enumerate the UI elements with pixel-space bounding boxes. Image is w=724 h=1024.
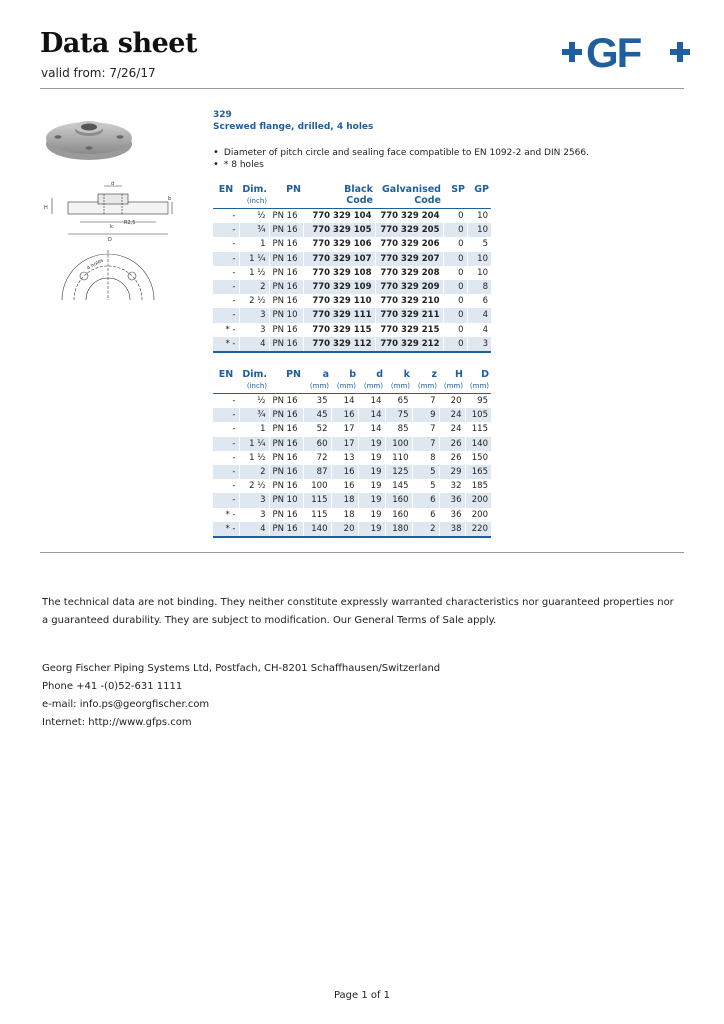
table-cell: 0 [443,323,467,337]
table-cell: PN 16 [269,465,303,479]
table-cell: 17 [331,437,358,451]
table-cell: 26 [439,437,465,451]
label-b: b [168,196,172,202]
table-cell: 65 [385,394,412,409]
table-cell: 45 [303,408,331,422]
col-header: PN [286,369,301,380]
table-row [213,479,491,493]
table-cell: 770 329 110 [303,294,375,308]
table-cell: 770 329 215 [375,323,443,337]
contact-block [42,660,440,732]
table-row [213,237,491,251]
table-cell: PN 16 [269,280,303,294]
table-cell: 8 [412,451,439,465]
col-header-black-code: Code [303,196,375,209]
table-cell: 770 329 205 [375,223,443,237]
table-cell: 100 [303,479,331,493]
table-row [213,337,491,352]
table-row [213,294,491,308]
table-cell: 2 ½ [239,479,269,493]
flange-section-drawing [40,180,175,242]
col-header: EN [218,369,234,380]
table-cell: 770 329 211 [375,308,443,322]
table-cell: * - [213,522,239,537]
col-unit: (mm) [412,381,439,394]
table-cell: 105 [465,408,491,422]
flange-photo [44,110,134,166]
table-cell: 200 [465,508,491,522]
table-cell: 14 [358,394,385,409]
table-cell: 3 [239,493,269,507]
table-cell: 52 [303,422,331,436]
table-cell: ¾ [239,408,269,422]
table-cell: * - [225,509,236,520]
table-cell: - [232,424,236,435]
table-cell: 20 [439,394,465,409]
col-header: z [431,369,437,380]
table-cell: 0 [443,280,467,294]
table-row [213,323,491,337]
col-header-sp: SP [451,184,465,195]
table-cell: 10 [467,252,491,266]
table-cell: PN 10 [269,493,303,507]
header-divider [40,88,684,89]
table-cell: - [232,267,236,278]
table-cell: 26 [439,451,465,465]
product-notes [213,147,589,171]
table-cell: 185 [465,479,491,493]
table-row [213,252,491,266]
table-cell: 36 [439,493,465,507]
table-cell: 19 [358,508,385,522]
table-cell: 100 [385,437,412,451]
table-cell: 2 [412,522,439,537]
table-cell: 14 [331,394,358,409]
table-cell: 19 [358,493,385,507]
table-cell: 5 [467,237,491,251]
note-item: • Diameter of pitch circle and sealing face compatible to EN 1092-2 and DIN 2566. [213,147,589,159]
col-header-black: Black [344,184,373,195]
col-header-pn: PN [286,184,301,195]
table-cell: PN 16 [269,522,303,537]
table-cell: 1 ¼ [239,252,269,266]
table-row [213,451,491,465]
table-cell: 7 [412,394,439,409]
col-unit: (mm) [303,381,331,394]
table-cell: 4 [239,337,269,352]
col-header: k [403,369,410,380]
table-cell: 770 329 109 [303,280,375,294]
table-cell: 1 ¼ [239,437,269,451]
product-name: Screwed flange, drilled, 4 holes [213,122,374,132]
table-cell: 2 [239,465,269,479]
col-header: H [455,369,463,380]
product-number: 329 [213,110,232,120]
table-cell: 7 [412,422,439,436]
table-row [213,394,491,409]
table-row [213,223,491,237]
table-cell: 16 [331,465,358,479]
table-cell: 160 [385,493,412,507]
svg-text:GF: GF [586,30,641,74]
table-cell: - [213,223,239,237]
table-cell: 10 [467,266,491,280]
table-cell: 16 [331,479,358,493]
table-cell: 72 [303,451,331,465]
content-divider [40,552,684,553]
table-cell: 19 [358,479,385,493]
table-cell: 220 [465,522,491,537]
table-cell: 3 [239,308,269,322]
col-unit: (mm) [385,381,412,394]
valid-from-date: valid from: 7/26/17 [41,66,156,80]
col-unit [213,381,239,394]
table-cell: 4 [467,323,491,337]
table-cell: 0 [443,252,467,266]
table-cell: 16 [331,408,358,422]
table-cell: - [213,437,239,451]
table-cell: 770 329 115 [303,323,375,337]
col-unit [269,381,303,394]
phone-number: Phone +41 -(0)52-631 1111 [42,681,183,692]
label-h: H [44,205,48,211]
email-link[interactable]: e-mail: info.ps@georgfischer.com [42,699,210,710]
table-row [213,209,491,224]
table-cell: PN 16 [269,266,303,280]
table-cell: PN 16 [269,451,303,465]
label-d: d [111,181,115,187]
table-cell: PN 16 [269,294,303,308]
table-cell: 6 [412,493,439,507]
table-cell: 0 [443,308,467,322]
disclaimer-text: The technical data are not binding. They neither constitute expressly warranted characteristics nor guaranteed properties nor a guaranteed durability. They are subject to modification. Our General Terms of Sale apply. [42,597,674,626]
table-cell: PN 16 [269,337,303,352]
table-cell: 2 [239,280,269,294]
col-header: b [349,369,356,380]
table-row [213,522,491,537]
table-cell: 13 [331,451,358,465]
page-title: Data sheet [40,28,197,59]
label-holes: 4 holes [86,257,105,272]
col-unit: (mm) [331,381,358,394]
table-cell: 770 329 105 [303,223,375,237]
table-cell: 3 [467,337,491,352]
website-link[interactable]: Internet: http://www.gfps.com [42,717,192,728]
table-cell: 3 [239,323,269,337]
table-cell: 4 [239,522,269,537]
table-cell: - [232,396,236,407]
table-cell: 770 329 111 [303,308,375,322]
table-cell: 29 [439,465,465,479]
table-cell: - [213,408,239,422]
table-cell: 770 329 112 [303,337,375,352]
table-cell: 115 [303,508,331,522]
col-header-galvanised-code: Code [375,196,443,209]
table-cell: 2 ½ [239,294,269,308]
flange-top-view-drawing [58,250,158,300]
table-cell: 770 329 104 [303,209,375,224]
table-cell: 6 [467,294,491,308]
table-cell: 115 [465,422,491,436]
table-cell: 9 [412,408,439,422]
table-cell: 770 329 107 [303,252,375,266]
table-cell: 87 [303,465,331,479]
col-unit: (inch) [239,381,269,394]
table-cell: 125 [385,465,412,479]
table-cell: PN 10 [269,308,303,322]
table-cell: 0 [443,237,467,251]
table-cell: 110 [385,451,412,465]
table-cell: - [213,280,239,294]
table-cell: 770 329 207 [375,252,443,266]
table-cell: PN 16 [269,209,303,224]
table-cell: PN 16 [269,408,303,422]
table-cell: 60 [303,437,331,451]
table-cell: 0 [443,294,467,308]
gf-logo [562,30,690,74]
table-cell: 180 [385,522,412,537]
table-cell: - [232,481,236,492]
table-row [213,266,491,280]
table-row [213,437,491,451]
table-cell: 770 329 209 [375,280,443,294]
table-cell: PN 16 [269,237,303,251]
table-cell: ½ [239,394,269,409]
table-cell: 36 [439,508,465,522]
table-cell: 770 329 206 [375,237,443,251]
table-cell: 32 [439,479,465,493]
table-cell: - [213,252,239,266]
table-cell: 14 [358,422,385,436]
table-cell: - [213,308,239,322]
label-big-d: D [108,237,112,242]
table-cell: ¾ [239,223,269,237]
table-cell: 145 [385,479,412,493]
table-cell: 8 [467,280,491,294]
col-header: a [322,369,329,380]
table-cell: PN 16 [269,479,303,493]
table-row [213,308,491,322]
table-cell: - [232,211,236,222]
table-cell: 165 [465,465,491,479]
table-cell: 10 [467,209,491,224]
table-cell: - [232,452,236,463]
table-cell: 1 [239,422,269,436]
table-cell: PN 16 [269,437,303,451]
table-cell: 770 329 204 [375,209,443,224]
company-address: Georg Fischer Piping Systems Ltd, Postfach, CH-8201 Schaffhausen/Switzerland [42,663,441,674]
table-cell: 160 [385,508,412,522]
table-cell: 14 [358,408,385,422]
table-cell: 5 [412,479,439,493]
table-cell: 19 [358,437,385,451]
table-cell: 3 [239,508,269,522]
table-cell: 75 [385,408,412,422]
table-cell: 19 [358,465,385,479]
table-row [213,408,491,422]
table-cell: 770 329 208 [375,266,443,280]
table-cell: 115 [303,493,331,507]
table-cell: 18 [331,508,358,522]
col-header-galvanised: Galvanised [382,184,441,195]
table-cell: - [232,239,236,250]
unit-inch: (inch) [239,196,269,209]
table-cell: 4 [467,308,491,322]
order-code-table [213,184,491,353]
table-cell: * - [213,337,239,352]
table-cell: 85 [385,422,412,436]
table-cell: 19 [358,451,385,465]
table-cell: 38 [439,522,465,537]
table-cell: 0 [443,266,467,280]
table-cell: PN 16 [269,323,303,337]
table-cell: 35 [303,394,331,409]
table-cell: 1 ½ [239,451,269,465]
table-cell: - [213,465,239,479]
table-cell: PN 16 [269,223,303,237]
table-cell: PN 16 [269,508,303,522]
page-number: Page 1 of 1 [333,990,391,1001]
table-cell: - [232,296,236,307]
table-cell: PN 16 [269,394,303,409]
table-cell: 770 329 108 [303,266,375,280]
table-row [213,465,491,479]
table-cell: 24 [439,408,465,422]
table-cell: 20 [331,522,358,537]
table-cell: 150 [465,451,491,465]
label-r: R2,5 [124,220,136,226]
table-cell: 5 [412,465,439,479]
table-cell: 770 329 210 [375,294,443,308]
col-unit: (mm) [439,381,465,394]
col-unit: (mm) [465,381,491,394]
table-cell: 0 [443,209,467,224]
col-unit: (mm) [358,381,385,394]
table-row [213,508,491,522]
dimensions-table [213,369,491,538]
table-cell: 770 329 212 [375,337,443,352]
table-row [213,422,491,436]
table-cell: 10 [467,223,491,237]
table-cell: 7 [412,437,439,451]
table-cell: 200 [465,493,491,507]
table-cell: 770 329 106 [303,237,375,251]
label-k: k [110,224,113,230]
table-cell: 1 ½ [239,266,269,280]
table-cell: 19 [358,522,385,537]
table-row [213,280,491,294]
col-header: Dim. [242,369,267,380]
table-cell: 0 [443,337,467,352]
table-cell: 24 [439,422,465,436]
note-item: • * 8 holes [213,159,589,171]
col-header: D [481,369,489,380]
table-cell: ½ [239,209,269,224]
col-header-dim: Dim. [242,184,267,195]
table-cell: PN 16 [269,252,303,266]
table-cell: 6 [412,508,439,522]
table-row [213,493,491,507]
table-cell: 18 [331,493,358,507]
table-cell: - [213,493,239,507]
col-header: d [376,369,383,380]
table-cell: 95 [465,394,491,409]
table-cell: * - [225,324,236,335]
table-cell: PN 16 [269,422,303,436]
col-header-en: EN [218,184,234,195]
table-cell: 140 [303,522,331,537]
table-cell: 1 [239,237,269,251]
table-cell: 17 [331,422,358,436]
col-header-gp: GP [474,184,489,195]
table-cell: 140 [465,437,491,451]
table-cell: 0 [443,223,467,237]
